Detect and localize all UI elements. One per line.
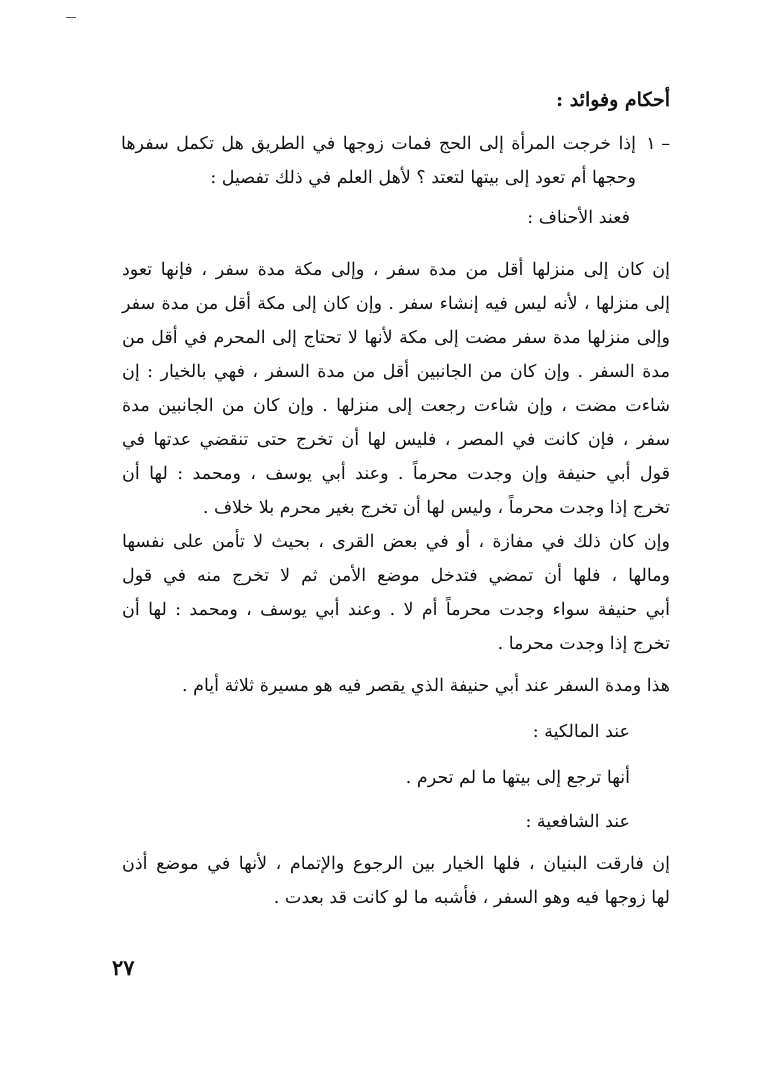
maliki-text: أنها ترجع إلى بيتها ما لم تحرم .	[405, 768, 630, 788]
shafii-line-1: إن فارقت البنيان ، فلها الخيار بين الرجوع والإتمام ، لأنها في موضع أذن	[122, 854, 670, 874]
shafii-heading: عند الشافعية :	[525, 812, 630, 832]
shafii-line-2: لها زوجها فيه وهو السفر ، فأشبه ما لو كانت قد بعدت .	[273, 888, 670, 908]
hanafi-line-6: سفر ، فإن كانت في المصر ، فليس لها أن تخرج حتى تنقضي عدتها في	[122, 430, 670, 450]
maliki-heading: عند المالكية :	[532, 722, 630, 742]
hanafi-line-7: قول أبي حنيفة وإن وجدت محرماً . وعند أبي يوسف ، ومحمد : لها أن	[122, 464, 670, 484]
corner-mark	[66, 17, 76, 18]
hanafi-line-4: مدة السفر . وإن كان من الجانبين أقل من مدة السفر ، فهي بالخيار : إن	[122, 362, 670, 382]
hanafi-line-11: أبي حنيفة سواء وجدت محرماً أم لا . وعند أبي يوسف ، ومحمد : لها أن	[122, 600, 670, 620]
page-number: ٢٧	[112, 955, 135, 980]
question-number: ١ –	[646, 134, 670, 154]
hanafi-line-5: شاءت مضت ، وإن شاءت رجعت إلى منزلها . وإن كان من الجانبين مدة	[122, 396, 670, 416]
hanafi-line-9: وإن كان ذلك في مفازة ، أو في بعض القرى ، بحيث لا تأمن على نفسها	[122, 532, 670, 552]
hanafi-line-8: تخرج إذا وجدت محرماً ، وليس لها أن تخرج بغير محرم بلا خلاف .	[202, 498, 670, 518]
hanafi-heading: فعند الأحناف :	[527, 208, 630, 228]
section-heading: أحكام وفوائد :	[556, 89, 670, 111]
hanafi-line-3: وإلى منزلها مدة سفر مضت إلى مكة لأنها لا تحتاج إلى المحرم في أقل من	[122, 328, 670, 348]
hanafi-line-2: إلى منزلها ، لأنه ليس فيه إنشاء سفر . وإن كان إلى مكة أقل من مدة سفر	[122, 294, 670, 314]
hanafi-line-10: ومالها ، فلها أن تمضي فتدخل موضع الأمن ثم لا تخرج منه في قول	[122, 566, 670, 586]
hanafi-note: هذا ومدة السفر عند أبي حنيفة الذي يقصر فيه هو مسيرة ثلاثة أيام .	[182, 676, 670, 696]
hanafi-line-12: تخرج إذا وجدت محرما .	[497, 634, 670, 654]
hanafi-line-1: إن كان إلى منزلها أقل من مدة سفر ، وإلى مكة مدة سفر ، فإنها تعود	[122, 260, 670, 280]
question-line-1: إذا خرجت المرأة إلى الحج فمات زوجها في الطريق هل تكمل سفرها	[121, 134, 636, 154]
question-line-2: وحجها أم تعود إلى بيتها لتعتد ؟ لأهل العلم في ذلك تفصيل :	[210, 168, 636, 188]
